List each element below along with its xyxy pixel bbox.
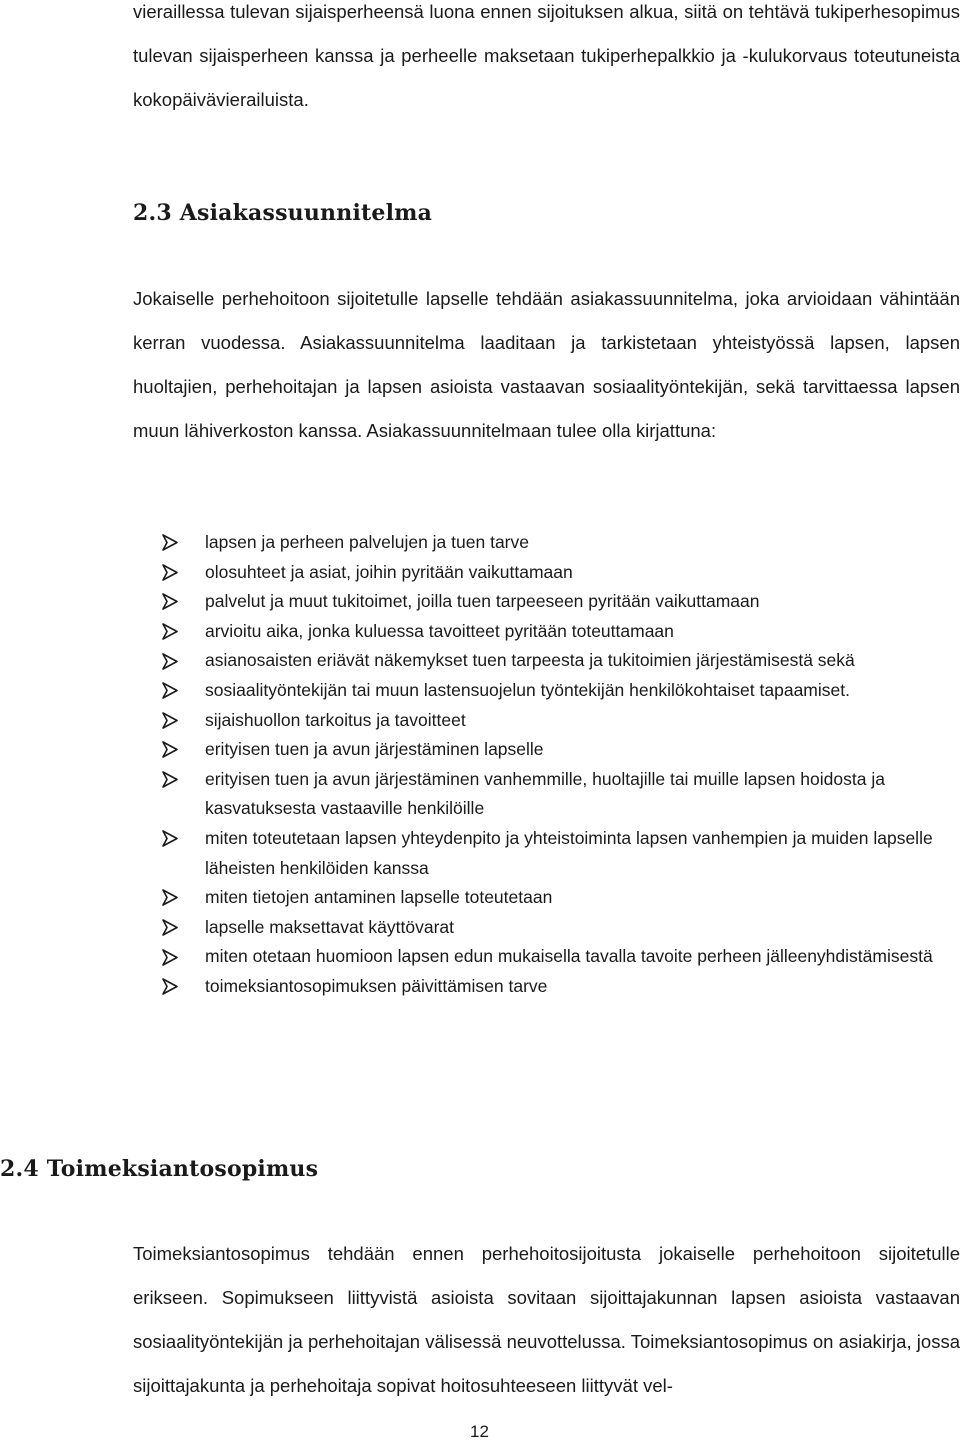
section-2-3-paragraph: Jokaiselle perhehoitoon sijoitetulle lapselle tehdään asiakassuunnitelma, joka arvioidaan vähintään kerran vuodessa. Asiakassuunnitelma laaditaan ja tarkistetaan yhteistyössä lapsen, lapsen huoltajien, perhehoitajan ja lapsen asioista vastaavan sosiaalityöntekijän, sekä tarvittaessa lapsen muun lähiverkoston kanssa. Asiakassuunnitelmaan tulee olla kirjattuna:: [133, 288, 960, 441]
page-number: 12: [470, 1422, 489, 1441]
section-2-4-paragraph: Toimeksiantosopimus tehdään ennen perhehoitosijoitusta jokaiselle perhehoitoon sijoitetulle erikseen. Sopimukseen liittyvistä asioista sovitaan sijoittajakunnan lapsen asioista vastaavan sosiaalityöntekijän ja perhehoitajan välisessä neuvottelussa. Toimeksiantosopimus on asiakirja, jossa sijoittajakunta ja perhehoitaja sopivat hoitosuhteeseen liittyvät vel-: [133, 1243, 960, 1396]
arrow-bullet-icon: [162, 587, 184, 617]
list-item: [162, 528, 952, 558]
list-item: [162, 706, 952, 736]
section-heading-2-3: 2.3 Asiakassuunnitelma: [133, 200, 433, 226]
list-item-text: arvioitu aika, jonka kuluessa tavoitteet pyritään toteuttamaan: [205, 620, 674, 641]
list-item: [162, 883, 952, 913]
list-item: [162, 676, 952, 706]
list-item: [162, 735, 952, 765]
intro-paragraph: vieraillessa tulevan sijaisperheensä luona ennen sijoituksen alkua, siitä on tehtävä tukiperhesopimus tulevan sijaisperheen kanssa ja perheelle maksetaan tukiperhepalkkio ja -kulukorvaus toteutuneista kokopäivävierailuista.: [133, 1, 960, 110]
list-item-text: miten toteutetaan lapsen yhteydenpito ja yhteistoiminta lapsen vanhempien ja muiden lapselle läheisten henkilöiden kanssa: [205, 827, 933, 878]
list-item: [162, 942, 952, 972]
list-item-text: miten tietojen antaminen lapselle toteutetaan: [205, 887, 553, 908]
arrow-bullet-icon: [162, 646, 184, 676]
list-item-text: sosiaalityöntekijän tai muun lastensuojelun työntekijän henkilökohtaiset tapaamiset.: [205, 679, 850, 700]
list-item-text: sijaishuollon tarkoitus ja tavoitteet: [205, 709, 466, 730]
list-item-text: lapsen ja perheen palvelujen ja tuen tarve: [205, 532, 529, 552]
arrow-bullet-icon: [162, 765, 184, 795]
list-item-text: toimeksiantosopimuksen päivittämisen tarve: [205, 975, 548, 996]
list-item-text: erityisen tuen ja avun järjestäminen vanhemmille, huoltajille tai muille lapsen hoidosta ja kasvatuksesta vastaaville henkilöille: [205, 768, 885, 819]
list-item-text: palvelut ja muut tukitoimet, joilla tuen tarpeeseen pyritään vaikuttamaan: [205, 591, 760, 612]
section-heading-2-4: 2.4 Toimeksiantosopimus: [0, 1156, 319, 1182]
list-item-text: olosuhteet ja asiat, joihin pyritään vaikuttamaan: [205, 561, 573, 582]
arrow-bullet-icon: [162, 883, 184, 913]
arrow-bullet-icon: [162, 824, 184, 854]
arrow-bullet-icon: [162, 735, 184, 765]
arrow-bullet-icon: [162, 706, 184, 736]
list-item: [162, 558, 952, 588]
arrow-bullet-icon: [162, 676, 184, 706]
arrow-bullet-icon: [162, 942, 184, 972]
list-item: [162, 765, 952, 824]
list-item-text: lapselle maksettavat käyttövarat: [205, 916, 455, 937]
requirements-list: [162, 528, 952, 1002]
list-item: [162, 824, 952, 883]
arrow-bullet-icon: [162, 972, 184, 1002]
arrow-bullet-icon: [162, 528, 184, 558]
list-item: [162, 587, 952, 617]
list-item-text: asianosaisten eriävät näkemykset tuen tarpeesta ja tukitoimien järjestämisestä sekä: [205, 650, 855, 671]
list-item-text: erityisen tuen ja avun järjestäminen lapselle: [205, 739, 544, 760]
arrow-bullet-icon: [162, 913, 184, 943]
list-item: [162, 646, 952, 676]
arrow-bullet-icon: [162, 617, 184, 647]
list-item: [162, 913, 952, 943]
list-item: [162, 617, 952, 647]
list-item: [162, 972, 952, 1002]
arrow-bullet-icon: [162, 558, 184, 588]
list-item-text: miten otetaan huomioon lapsen edun mukaisella tavalla tavoite perheen jälleenyhdistämisestä: [205, 946, 933, 967]
